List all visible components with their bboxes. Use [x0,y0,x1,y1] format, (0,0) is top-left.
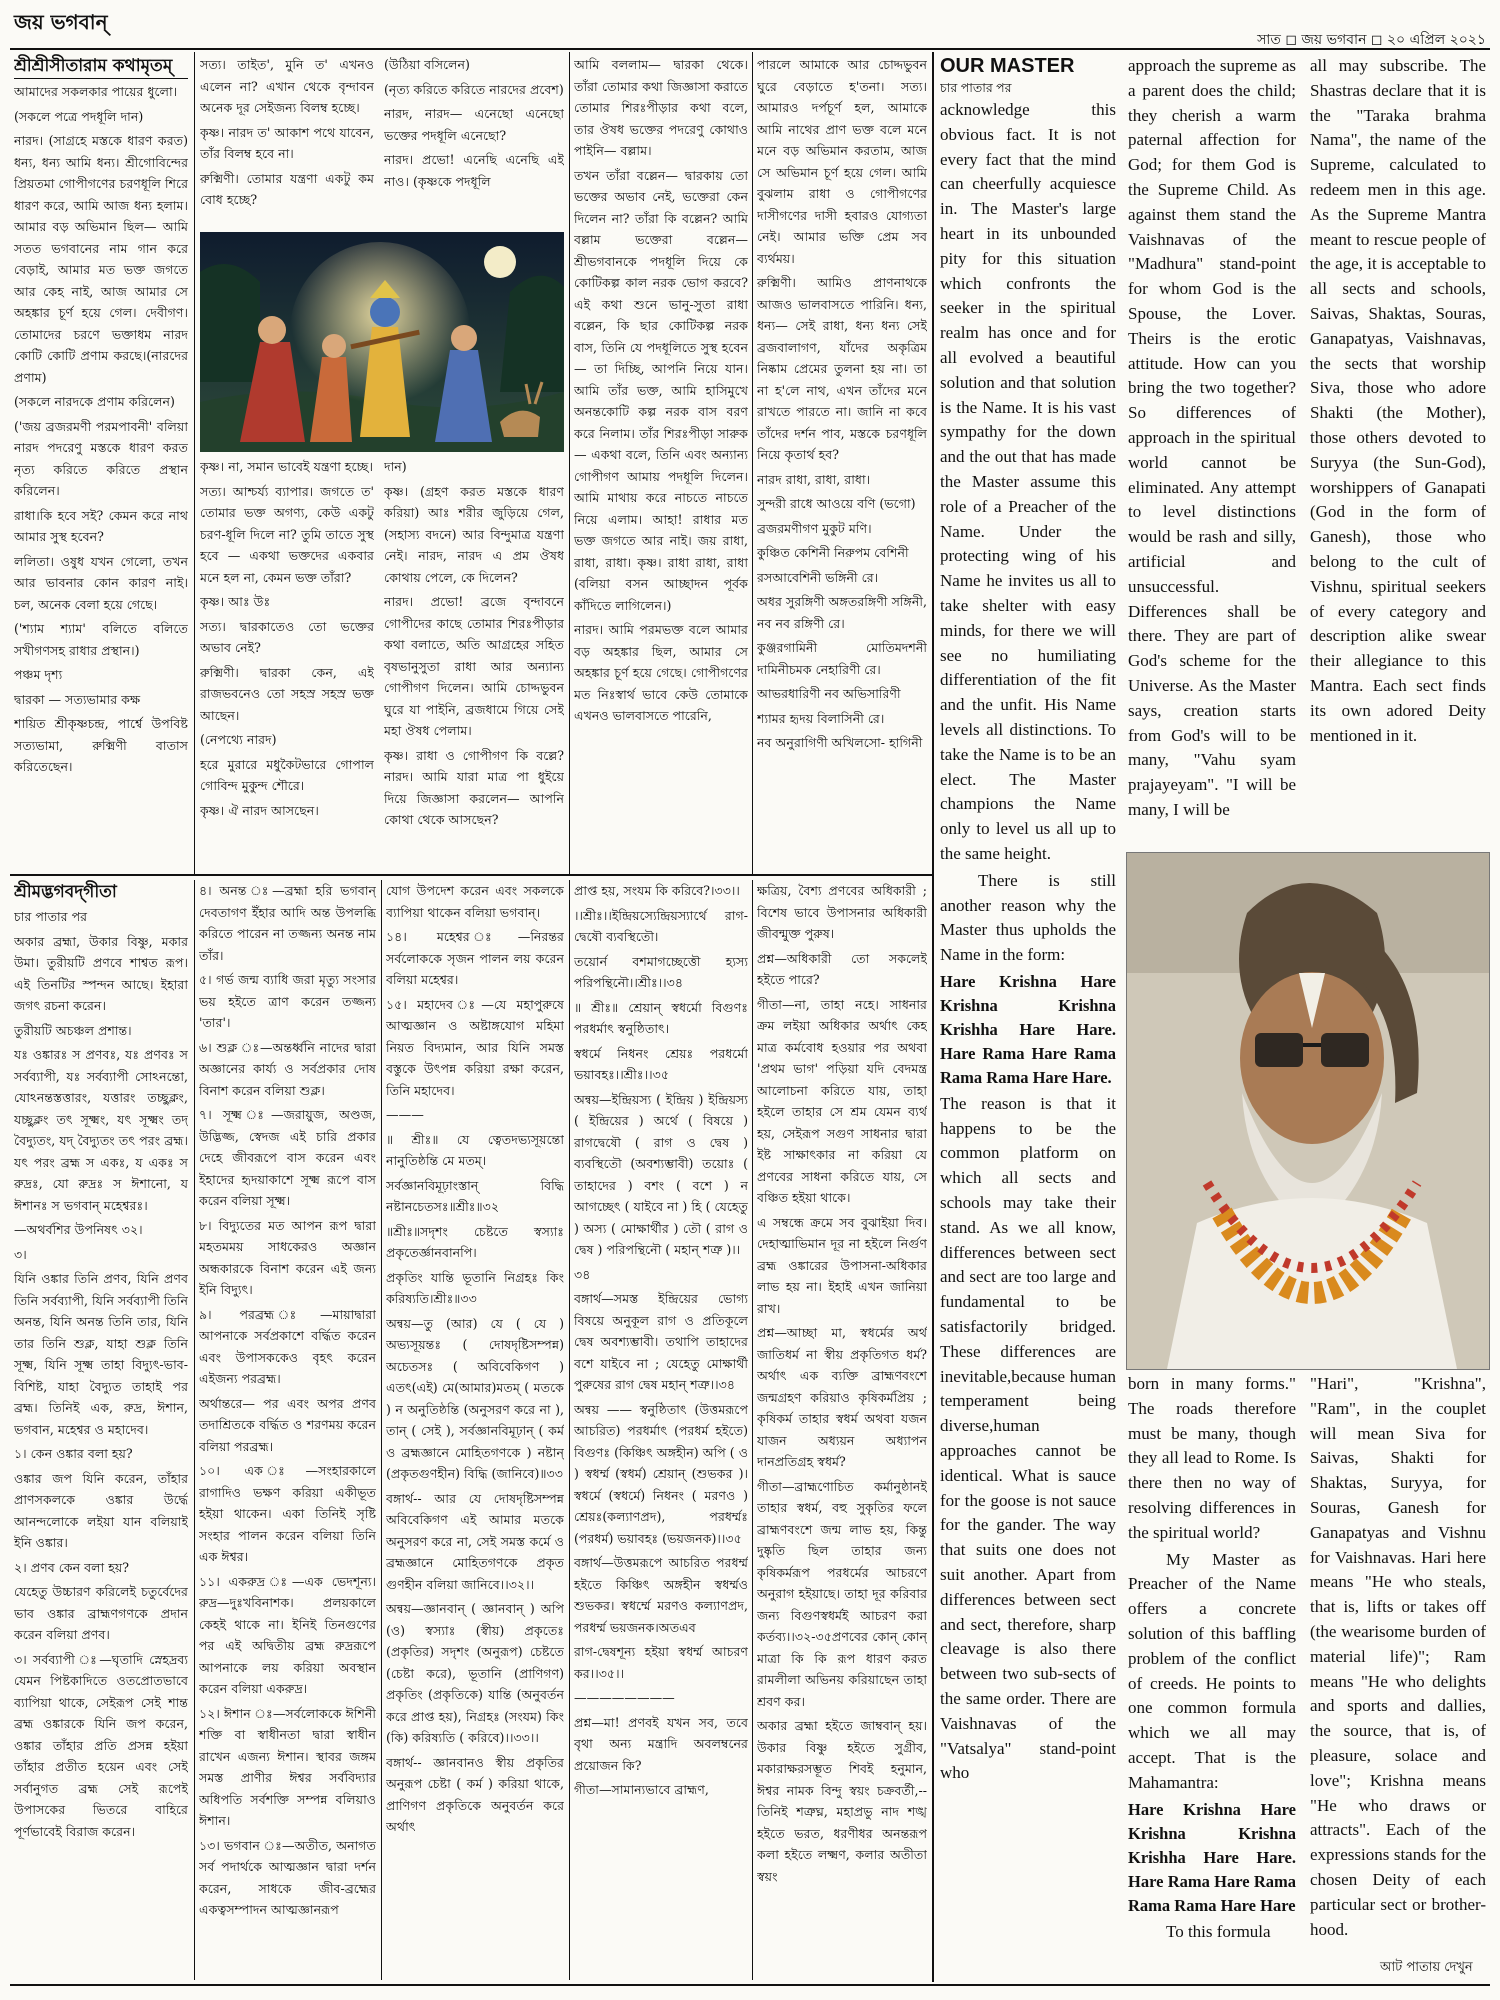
paragraph: There is still another reason why the Master thus upholds the Name in the form: [940,870,1116,965]
paragraph: পঞ্চম দৃশ্য [14,667,63,682]
paragraph: গীতা—ব্রাহ্মণোচিত কর্মানুষ্ঠানই তাহার স্বধর্ম, বহু সুকৃতির ফলে ব্রাহ্মণবংশে জন্ম লাভ হয়, কিন্তু দুষ্কৃতি ছিল তাহার জন্য কৃষিকর্মরূপ পরধর্মের আচরণে অনুরাগ হইয়াছে। তাহা দূর করিবার জন্য বিগুণস্বধর্মই আচরণ করা কর্তব্য।।৩২-৩৫প্রণবের কোন্ কোন্ মাত্রা কি কি রূপ ধারণ করত রামলীলা অভিনয় করিয়াছেন তাহা শ্রবণ কর। [757,1478,927,1709]
paragraph: ('জয় ব্রজরমণী পরমপাবনী' বলিয়া নারদ পদরেণু মস্তকে ধারণ করত নৃত্য করিতে করিতে প্রস্থান করিলেন। [14,418,188,498]
paragraph: শ্যামর হৃদয় বিলাসিনী রে। [757,710,885,726]
paragraph: যোগ উপদেশ করেন এবং সকলকে ব্যাপিয়া থাকেন বলিয়া ভগবান্। [386,883,564,920]
date-line: সাত ◻ জয় ভগবান ◻ ২০ এপ্রিল ২০২১ [1257,32,1486,48]
paragraph: প্রশ্ন—আচ্ছা মা, স্বধর্মের অর্থ জাতিধর্ম না স্বীয় প্রকৃতিগত ধর্ম? অর্থাৎ এক ব্যক্তি ব্রাহ্মণবংশে জন্মগ্রহণ করিয়াও কৃষিকর্মপ্রিয় ; কৃষিকর্ম তাহার স্বধর্ম অথবা যজন যাজন অধ্যয়ন অধ্যাপন দানপ্রতিগ্রহ স্বধর্ম? [757,1325,927,1469]
paragraph: কৃষ্ণ। (গ্রহণ করত মস্তকে ধারণ করিয়া) আঃ শরীর জুড়িয়ে গেল, (সহাস্য বদনে) আর বিন্দুমাত্র যন্ত্রণা নেই। নারদ, নারদ এ প্রম ঔষধ কোথায় পেলে, কে দিলেন? [384,483,564,585]
kathamrita-column-5 [757,54,927,870]
kathamrita-heading: শ্রীশ্রীসীতারাম কথামৃতম্ [14,54,188,79]
paragraph: অন্বয় —— স্বনুষ্ঠিতাৎ (উত্তমরূপে আচরিত) পরধর্মাৎ (পরধর্ম হইতে) বিগুণঃ (কিঞ্চিৎ অঙ্গহীন) অপি ( ও ) স্বধর্ম্ম (স্বধর্ম) শ্রেয়ান্ (শুভকর )। স্বধর্মে (স্বধর্মে) নিধনং ( মরণও ) শ্রেয়ঃ(কল্যাণপ্রদ), পরধর্ম্মঃ (পরধর্ম) ভয়াবহঃ (ভয়জনক)।।৩৫ [574,1401,748,1546]
paragraph: ৮। বিদ্যুতের মত আপন রূপ দ্বারা মহতমময় সাধকেরও অজ্ঞান অন্ধকারকে বিনাশ করেন এই জন্য ইনি বিদ্যুৎ। [199,1217,376,1297]
paragraph: সত্য। তাইত', মুনি ত' এখনও এলেন না? এখান থেকে বৃন্দাবন অনেক দূর সেইজন্য বিলম্ব হচ্ছে। [200,57,374,115]
column-divider [194,52,195,874]
master-column-2-top [1128,54,1296,842]
paragraph: ৩। সর্বব্যাপী ঃ—ঘৃতাদি স্নেহদ্রব্য যেমন পিষ্টকাদিতে ওতপ্রোতভাবে ব্যাপিয়া থাকে, সেইরূপ সেই শান্ত ব্রহ্ম ওঙ্কারকে যিনি জপ করেন, ওঙ্কার তাঁহার প্রতি প্রসন্ন হইয়া তাঁহার প্রতীত হয়েন এবং সেই সর্বানুগত ব্রহ্ম সেই রূপেই উপাসকের ভিতরে বাহিরে পূর্ণভাবেই বিরাজ করেন। [14,1651,188,1839]
paragraph: প্রশ্ন—অধিকারী তো সকলেই হইতে পারে? [757,950,927,987]
paragraph: অকার ব্রহ্মা হইতে জাম্ববান্ হয়। উকার বিষ্ণু হইতে সুগ্রীব, মকারাক্ষরসম্ভূত শিবই হনুমান, ঈশ্বর নামক বিন্দু স্বয়ং চক্রবর্তী,--তিনিই শত্রুঘ্ন, মহাপ্রভু নাদ শঙ্খ হইতে ভরত, ধরণীধর অনন্তরূপ কলা হইতে লক্ষ্মণ, কলার অতীতা স্বয়ং [757,1718,927,1884]
kathamrita-column-2-top [200,54,374,228]
paragraph: ॥ শ্রীঃ॥ শ্রেয়ান্ স্বধর্মো বিগুণঃ পরধর্মাৎ স্বনুষ্ঠিতাৎ। [574,999,748,1036]
section-divider [932,52,934,1982]
paragraph: ১১। একরুদ্র ঃ—এক ভেদশূন্য। রুদ্র—দুঃখবিনাশক। প্রলয়কালে কেহই থাকে না। ইনিই তিনগুণের পর এই অদ্বিতীয় ব্রহ্ম রুদ্ররূপে আপনাকে লয় করিয়া অবস্থান করেন বলিয়া একরুদ্র। [199,1573,376,1696]
paragraph: (উঠিয়া বসিলেন) [384,57,470,72]
mahamantra: Hare Krishna Hare Krishna Krishna Krishha Hare Hare. Hare Rama Hare Rama Rama Rama Hare Hare. [940,971,1116,1087]
paragraph: প্রকৃতিং যান্তি ভূতানি নিগ্রহঃ কিং করিষ্যতি।শ্রীঃ॥৩৩ [386,1269,564,1306]
paragraph: পারলে আমাকে আর চোদ্দভুবন ঘুরে বেড়াতে হ'তনা। সত্য। আমারও দর্পচূর্ণ হল, আমাকে আমি নাথের প্রাণ ভক্ত বলে মনে মনে বড় অভিমান করতাম, আজ সে অভিমান চূর্ণ হয়ে গেল। আমি বুঝলাম রাধা ও গোপীগণের দাসীগণের দাসী হবারও যোগ্যতা নেই। আমার ভক্তি প্রেম সব ব্যর্থময়। [757,57,927,266]
kathamrita-column-3-top [384,54,564,228]
paragraph: ॥শ্রীঃ॥সদৃশং চেষ্টতে স্বস্যাঃ প্রকৃতের্জ্ঞানবানপি। [386,1223,564,1260]
paragraph: গীতা—সামান্যভাবে ব্রাহ্মণ, [574,1782,709,1797]
paragraph: acknowledge this obvious fact. It is not every fact that the mind can cheerfully acquiesce in. The Master's large heart in its unbounded pity for this situation which confronts the seeker in the spiritual realm has once and for all evolved a beautiful solution and that solution is the Name. It is his vast sympathy for the down and the out that has made the Master assume this role of a Preacher of the Name. Under the protecting wing of his Name he invites us all to take shelter with easy minds, for there we will see no humiliating differentiation of the fit and the unfit. His Name levels all distinctions. To take the Name is to be an elect. The Master champions the Name only to level us all up to the same height. [940,100,1116,863]
paragraph: তখন তাঁরা বল্লেন— দ্বারকায় তো ভক্তের অভাব নেই, ভক্তেরা কেন দিলেন না? তাঁরা কি বল্লেন? আমি বল্লাম ভক্তেরা বল্লেন— শ্রীভগবানকে পদধূলি দিয়ে কে কোটিকল্প কাল নরক ভোগ করবে? এই কথা শুনে ভানু-সুতা রাধা বল্লেন, কি ছার কোটিকল্প নরক বাস, তিনি যে পদধূলিতে সুস্থ হবেন — তা দিচ্ছি, আপনি নিয়ে যান। আমি তাঁর ভক্ত, আমি হাসিমুখে অনন্তকোটি কল্প নরক বাস বরণ করে নিলাম। তাঁর শিরঃপীড়া সারুক — একথা বলে, তিনি এবং অন্যান্য গোপীগণ আমায় পদধূলি দিলেন। আমি মাথায় করে নাচতে নাচতে নিয়ে এলাম। আহা! রাধার মত ভক্ত জগতে আর নাই। জয় রাধা, রাধা, রাধা। কৃষ্ণ। রাধা রাধা, রাধা (বলিয়া বসন আচ্ছাদন পূর্বক কাঁদিতে লাগিলেন।) [574,167,748,613]
column-divider [752,880,753,1980]
paragraph: কৃষ্ণ। ঐ নারদ আসছেন। [200,802,319,818]
kathamrita-column-2-bottom [200,456,374,870]
paragraph: ললিতা। ওষুধ যখন গেলো, তখন আর ভাবনার কোন কারণ নাই। চল, অনেক বেলা হয়ে গেছে। [14,553,188,612]
paragraph: ৯। পরব্রহ্ম ঃ—মায়াদ্বারা আপনাকে সর্বপ্রকাশে বর্দ্ধিত করেন এবং উপাসককেও বৃহৎ করেন এইজন্য পরব্রহ্ম। [199,1306,376,1386]
paragraph: ৫। গর্ভ জন্ম ব্যাধি জরা মৃত্যু সংসার ভয় হইতে ত্রাণ করেন তজ্জন্য 'তার'। [199,972,376,1030]
paragraph: রাগ-দ্বেষশূন্য হইয়া স্বধর্ম্ম আচরণ কর।।৩৫।। [574,1644,748,1681]
paragraph: যঃ ওঙ্কারঃ স প্রণবঃ, যঃ প্রণবঃ স সর্বব্যাপী, যঃ সর্বব্যাপী সোঽনন্তো, যোঽনন্তস্তত্তারং, যত্তারং তচ্ছুক্লং, যচ্ছুক্লং তৎ সূক্ষ্মং, যৎ সূক্ষ্মং তদ্ বৈদ্যুতং, যদ্ বৈদ্যুতং তৎ পরং ব্রহ্ম। যৎ পরং ব্রহ্ম স একঃ, য একঃ স রুদ্রঃ, যো রুদ্রঃ স ঈশানো, য ঈশানঃ স ভগবান্ মহেশ্বরঃ। [14,1047,188,1213]
paragraph: কুঞ্জরগামিনী মোতিমদশনী দামিনীচমক নেহারিণী রে। [757,640,927,677]
paragraph: ওঙ্কার জপ যিনি করেন, তাঁহার প্রাণসকলকে ওঙ্কার উর্দ্ধে আনন্দলোকে লইয়া যান বলিয়াই ইনি ওঙ্কার। [14,1470,188,1550]
section-rule [10,874,932,876]
master-column-2-bottom [1128,1372,1296,1980]
paragraph: অন্বয়—তু (আর) যে ( যে ) অভ্যসূয়ন্তঃ ( দোষদৃষ্টিসম্পন্ন) অচেতসঃ ( অবিবেকিগণ ) এতৎ(এই) মে(আমার)মতম্ ( মতকে ) ন অনুতিষ্ঠন্তি (অনুসরণ করে না ), তান্ ( সেই ), সর্বজ্ঞানবিমূঢ়ান্ ( কর্ম ও ব্রহ্মজ্ঞানে মোহিতগণকে ) নষ্টান্ (প্রকৃতগুণহীন) বিদ্ধি (জানিবে)॥৩৩ [386,1315,564,1481]
paragraph: (নেপথ্যে নারদ) [200,732,277,747]
portrait-drawing [1127,853,1489,1369]
kathamrita-column-4 [574,54,748,870]
paragraph: সর্বজ্ঞানবিমূঢ়াংস্তান্ বিদ্ধি নষ্টানচেতসঃ॥শ্রীঃ॥৩২ [386,1177,564,1214]
paragraph: all may subscribe. The Shastras declare that it is the "Taraka brahma Nama", the name of the Supreme, calculated to redeem men in this age. As the Supreme Mantra meant to rescue people of the age, it is acceptable to all sects and schools, Saivas, Shaktas, Souras, Ganapatyas, Vaishnavas, the sects that worship Siva, those who adore Shakti (the Mother), those others devoted to Suryya (the Sun-God), worshippers of Ganapati (God in the form of Ganesh), those who belong to the cult of Vishnu, spiritual seekers of every category and description alike swear their allegiance to this Mantra. Each sect finds its own adored Deity mentioned in it. [1310,56,1486,745]
paragraph: ৭। সূক্ষ্ম ঃ—জরায়ুজ, অণ্ডজ, উদ্ভিজ্জ, স্বেদজ এই চারি প্রকার দেহে জীবরূপে বাস করেন এবং ইহাদের হৃদয়াকাশে সূক্ষ্ম রূপে বাস করেন বলিয়া সূক্ষ্ম। [199,1107,376,1208]
krishna-gopis-illustration [200,232,564,452]
moon-icon [484,246,516,278]
column-divider [569,880,570,1980]
paragraph: ব্রজরমণীগণ মুকুট মণি। [757,520,872,536]
mahamantra: Hare Krishna Hare Krishna Krishna Krishha Hare Hare. Hare Rama Hare Rama Rama Rama Hare Hare [1128,1799,1296,1915]
paragraph: নারদ রাধা, রাধা, রাধা। [757,471,871,487]
gita-column-3 [386,880,564,1980]
paragraph: হরে মুরারে মধুকৈটভারে গোপাল গোবিন্দ মুকুন্দ শৌরে। [200,756,374,793]
paragraph: অকার ব্রহ্মা, উকার বিষ্ণু, মকার উমা। তুরীয়টি প্রণবে শাশ্বত রূপ। এই তিনটির স্পন্দন আছে। ইহারা জগৎ রচনা করেন। [14,933,188,1013]
column-divider [194,880,195,1980]
gita-heading: শ্রীমদ্ভগবদ্‌গীতা [14,882,117,902]
paragraph: The reason is that it happens to be the common platform on which all sects and schools may take their stand. As we all know, differences between sect and sect are too large and fundamental to be satisfactorily bridged. These differences are inevitable,because human temperament being diverse,human approaches cannot be identical. What is sauce for the goose is not sauce for the gander. The way that suits one does not suit another. Apart from differences between sect and sect, therefore, sharp cleavage is also there between two sub-sects of the same order. There are Vaishnavas of the "Vatsalya" stand-point who [940,1093,1116,1783]
paragraph: To this formula [1166,1921,1271,1941]
paragraph: রুক্মিণী। দ্বারকা কেন, এই রাজভবনেও তো সহস্র সহস্র ভক্ত আছেন। [200,664,374,723]
paragraph: —অথর্বশির উপনিষৎ ৩২। [14,1222,143,1237]
paragraph: কৃষ্ণ। আঃ উঃ [200,594,271,609]
gita-column-1 [14,880,188,1980]
master-portrait [1126,852,1490,1370]
paragraph: আভরধারিণী নব অভিসারিণী [757,686,901,701]
paragraph: বঙ্গার্থ-- জ্ঞানবানও স্বীয় প্রকৃতির অনুরূপ চেষ্টা ( কর্ম ) করিয়া থাকে, প্রাণিগণ প্রকৃতিকে অনুবর্তন করে অর্থাৎ [386,1754,564,1834]
paragraph: ১৫। মহাদেব ঃ—যে মহাপুরুষে আত্মজ্ঞান ও অষ্টাঙ্গযোগ মহিমা নিয়ত বিদ্যমান, আর যিনি সমস্ত বস্তুকে উৎপন্ন করিয়া রক্ষা করেন, তিনি মহাদেব। [386,996,564,1098]
paragraph: বঙ্গার্থ-- আর যে দোষদৃষ্টিসম্পন্ন অবিবেকিগণ এই আমার মতকে অনুসরণ করে না, সেই সমস্ত কর্মে ও ব্রহ্মজ্ঞানে মোহিতগণকে প্রকৃত গুণহীন বলিয়া জানিবে।।৩২।। [386,1490,564,1592]
paragraph: কৃষ্ণ। রাধা ও গোপীগণ কি বল্লে? নারদ। আমি যারা মাত্র পা ধুইয়ে দিয়ে জিজ্ঞাসা করলেন— আপনি কোথা থেকে আসছেন? [384,747,564,827]
paragraph: অন্বয়—ইন্দ্রিয়স্য ( ইন্দ্রিয় ) ইন্দ্রিয়স্য ( ইন্দ্রিয়ের ) অর্থে ( বিষয়ে ) রাগদ্বেষৌ ( রাগ ও দ্বেষ ) ব্যবস্থিতৌ (অবশ্যম্ভাবী) তয়োঃ ( তাহাদের ) বশং ( বশে ) ন আগচ্ছেৎ ( যাইবে না ) হি ( যেহেতু ) অস্য ( মোক্ষার্থীর ) তৌ ( রাগ ও দ্বেষ ) পরিপন্থিনৌ ( মহান্ শত্রু )।। [574,1091,748,1257]
paragraph: যিনি ওঙ্কার তিনি প্রণব, যিনি প্রণব তিনি সর্বব্যাপী, যিনি সর্বব্যাপী তিনি অনন্ত, যিনি অনন্ত তিনি তার, যিনি তার তিনি শুক্ল, যাহা শুক্ল তিনি সূক্ষ্ম, যিনি সূক্ষ্ম তাহা বিদ্যুৎ-ভাব-বিশিষ্ট, যাহা বৈদ্যুত তাহাই পর ব্রহ্ম। তিনিই এক, রুদ্র, ঈশান, ভগবান, মহেশ্বর ও মহাদেব। [14,1271,188,1437]
continued-from: চার পাতার পর [940,81,1012,95]
paragraph: (সকলে পত্রে পদধূলি দান) [14,108,144,124]
paragraph: বঙ্গার্থ—সমস্ত ইন্দ্রিয়ের ভোগ্য বিষয়ে অনুকূল রাগ ও প্রতিকূলে দ্বেষ অবশ্যম্ভাবী। তথাপি তাহাদের বশে যাইবে না ; যেহেতু মোক্ষার্থী পুরুষের রাগ দ্বেষ মহান্ শত্রু।।৩৪ [574,1291,748,1392]
paragraph: (নৃত্য করিতে করিতে নারদের প্রবেশ) [384,81,564,97]
gita-column-4 [574,880,748,1980]
column-divider [752,52,753,874]
paragraph: ।।শ্রীঃ।।ইন্দ্রিয়স্যেন্দ্রিয়স্যার্থে রাগ-দ্বেষৌ ব্যবস্থিতৌ। [574,907,748,944]
paragraph: ক্ষত্রিয়, বৈশ্য প্রণবের অধিকারী ; বিশেষ ভাবে উপাসনার অধিকারী জীবন্মুক্ত পুরুষ। [757,883,927,941]
paragraph: অন্বয়—জ্ঞানবান্ ( জ্ঞানবান্ ) অপি (ও) স্বস্যাঃ (স্বীয়) প্রকৃতেঃ (প্রকৃতির) সদৃশং (অনুরূপ) চেষ্টতে (চেষ্টা করে), ভূতানি (প্রাণিগণ) প্রকৃতিং (প্রকৃতিকে) যান্তি (অনুবর্তন করে প্রাপ্ত হয়), নিগ্রহঃ (সংযম) কিং (কি) করিষ্যতি ( করিবে)।।৩৩।। [386,1601,564,1745]
paragraph: ১। কেন ওঙ্কার বলা হয়? [14,1446,133,1461]
paragraph: দ্বারকা — সত্যভামার কক্ষ [14,691,141,707]
master-heading: OUR MASTER [940,55,1075,77]
paragraph: ২। প্রণব কেন বলা হয়? [14,1559,129,1575]
paragraph: প্রশ্ন—মা! প্রণবই যখন সব, তবে বৃথা অন্য মন্ত্রাদি অবলম্বনের প্রয়োজন কি? [574,1714,748,1773]
paragraph: ১২। ঈশান ঃ—সর্বলোককে ঈশিনী শক্তি বা স্বাধীনতা দ্বারা স্বাধীন রাখেন এজন্য ঈশান। স্থাবর জঙ্গম সমস্ত প্রাণীর ঈশ্বর সর্ববিদ্যার অধিপতি সর্বশক্তি সম্পন্ন বলিয়াও ঈশান। [199,1705,376,1828]
master-column-3-bottom [1310,1372,1486,1952]
kathamrita-column-3-bottom [384,456,564,870]
paragraph: ৩৪ [574,1266,591,1282]
paragraph: ———————— [574,1690,675,1705]
paragraph: রসআবেশিনী ভঙ্গিনী রে। [757,569,879,585]
masthead-title: জয় ভগবান্ [14,10,108,34]
paragraph: ('শ্যাম শ্যাম' বলিতে বলিতে সখীগণসহ রাধার প্রস্থান।) [14,621,188,658]
continued-from: চার পাতার পর [14,909,88,924]
paragraph: সত্য। আশ্চর্য্য ব্যাপার। জগতে ত' তোমার ভক্ত অগণ্য, কেউ একটু চরণ-ধূলি দিলে না? তুমি তাতে সুস্থ হবে — একথা ভক্তদের একবার মনে হল না, কেমন ভক্ত তাঁরা? [200,483,374,585]
kathamrita-column-1 [14,54,188,870]
bottom-rule [10,1984,1490,1986]
paragraph: এ সম্বন্ধে ক্রমে সব বুঝাইয়া দিব। দেহাত্মাভিমান দূর না হইলে নির্গুণ ব্রহ্ম ওঙ্কারের উপাসনা-অধিকার লাভ হয় না। ইহাই এখন জানিয়া রাখ। [757,1214,927,1316]
illustration-drawing [200,232,564,452]
masthead-rule [10,48,1490,50]
paragraph: তয়োর্ন বশমাগচ্ছেত্তৌ হ্যস্য পরিপন্থিনৌ।।শ্রীঃ।।৩৪ [574,953,748,990]
column-divider [569,52,570,874]
paragraph: approach the supreme as a parent does the child; they cherish a warm paternal affection for God; for them God is the Supreme Child. As against them stand the Vaishnavas of the "Madhura" stand-point for whom God is the Spouse, the Lover. Theirs is the erotic attitude. How can you bring the two together? So differences of approach in the spiritual world cannot be eliminated. Any attempt to level distinctions would be rash and silly, artificial and unsuccessful. Differences shall be there. They are part of God's scheme for the Universe. As the Master says, creation starts from God's will to be many, "Vahu syam prajayeyam". "I will be many, I will be [1128,56,1296,819]
paragraph: নারদ। (সাগ্রহে মস্তকে ধারণ করত) ধন্য, ধন্য আমি ধন্য। শ্রীগোবিন্দের প্রিয়তমা গোপীগণের চরণধূলি শিরে ধারণ করে, আমি আজ ধন্য হলাম। আমার বড় অভিমান ছিল— আমি সতত ভগবানের নাম গান করে বেড়াই, আমার মত ভক্ত জগতে আর কেহ নাই, আজ আমার সে অহঙ্কার চূর্ণ হয়ে গেল। দেবীগণ। তোমাদের চরণে ভক্তাধম নারদ কোটি কোটি প্রণাম করছে।(নারদের প্রণাম) [14,133,188,385]
paragraph: অর্থান্তরে— পর এবং অপর প্রণব তদাশ্রিতকে বর্দ্ধিত ও শরণময় করেন বলিয়া পরব্রহ্ম। [199,1395,376,1454]
paragraph: সত্য। দ্বারকাতেও তো ভক্তের অভাব নেই? [200,618,374,655]
paragraph: রুক্মিণী। আমিও প্রাণনাথকে আজও ভালবাসতে পারিনি। ধন্য, ধন্য— সেই রাধা, ধন্য ধন্য সেই ব্রজবালাগণ, যাঁদের অকৃত্রিম নিষ্কাম প্রেমের তুলনা হয় না। তা না হ'লে নাথ, এখন তাঁদের মনে রাখতে পারতে না। জানি না কবে তাঁদের দর্শন পাব, মস্তকে চরণধূলি নিয়ে কৃতার্থ হব? [757,275,927,462]
paragraph: ॥ শ্রীঃ॥ যে ত্বেতদভ্যসূয়ন্তো নানুতিষ্ঠন্তি মে মতম্। [386,1131,564,1168]
paragraph: "Hari", "Krishna", "Ram", in the couplet will mean Siva for Saivas, Shakti for Shaktas, Suryya, for Souras, Ganesh for Ganapatyas and Vishnu for Vaishnavas. Hari here means "He who steals, that is, lifts or takes off (the wearisome burden of material life)"; Ram means "He who delights and sports and dallies, the source, that is, of pleasure, solace and love"; Krishna means "He who draws or attracts". Each of the expressions stands for the chosen Deity of each particular sect or brother-hood. [1310,1374,1486,1939]
paragraph: যেহেতু উচ্চারণ করিলেই চতুর্বেদের ভাব ওঙ্কার ব্রাহ্মণগণকে প্রদান করেন বলিয়া প্রণব। [14,1584,188,1642]
paragraph: কৃষ্ণ। নারদ ত' আকাশ পথে যাবেন, তাঁর বিলম্ব হবে না। [200,124,374,161]
continued-on-page: আট পাতায় দেখুন [1380,1960,1473,1975]
paragraph: কৃষ্ণ। না, সমান ভাবেই যন্ত্রণা হচ্ছে। [200,459,373,474]
paragraph: দান) [384,459,407,474]
master-column-3-top [1310,54,1486,842]
gita-column-5 [757,880,927,1980]
paragraph: গীতা—না, তাহা নহে। সাধনার ক্রম লইয়া অধিকার অর্থাৎ কেহ মাত্র কর্মবোধ হওয়ার পর অথবা 'প্রথম ভাগ' পড়িয়া যদি বেদমন্ত্র আলোচনা করিতে যায়, তাহা হইলে তাহার সে শ্রম যেমন ব্যর্থ হয়, সেইরূপ সগুণ সাধনার দ্বারা ইষ্ট সাক্ষাৎকার না করিয়া যে প্রণবের সাধনা করিতে যায়, সে বঞ্চিত হইয়া থাকে। [757,996,927,1205]
paragraph: অধর সুরঙ্গিণী অঙ্গতরঙ্গিণী সঙ্গিনী, নব নব রঙ্গিণী রে। [757,594,927,631]
paragraph: নারদ, নারদ— এনেছো এনেছো ভক্তের পদধূলি এনেছো? [384,106,564,143]
paragraph: ১৪। মহেশ্বর ঃ—নিরন্তর সর্বলোককে সৃজন পালন লয় করেন বলিয়া মহেশ্বর। [386,929,564,987]
paragraph: প্রাপ্ত হয়, সংযম কি করিবে?।৩৩।। [574,883,740,898]
paragraph: (সকলে নারদকে প্রণাম করিলেন) [14,394,175,409]
paragraph: স্বধর্মে নিধনং শ্রেয়ঃ পরধর্মো ভয়াবহঃ।।শ্রীঃ।।৩৫ [574,1045,748,1082]
paragraph: রাধা।কি হবে সই? কেমন করে নাথ আমার সুস্থ হবেন? [14,507,188,544]
paragraph: আমাদের সকলকার পায়ের ধুলো। [14,84,178,99]
paragraph: আমি বললাম— দ্বারকা থেকে। তাঁরা তোমার কথা জিজ্ঞাসা করাতে তোমার শিরঃপীড়ার কথা বলে, তার ঔষধ ভক্তের পদরেণু কোথাও পাইনি— বল্লাম। [574,57,748,158]
paragraph: ১০। এক ঃ—সংহারকালে রাগাদিও ভক্ষণ করিয়া একীভূত হইয়া থাকেন। একা তিনিই সৃষ্টি সংহার পালন করেন বলিয়া তিনি এক ঈশ্বর। [199,1463,376,1564]
paragraph: My Master as Preacher of the Name offers a concrete solution of this baffling problem of the conflict of creeds. He points to one common formula which we all may accept. That is the Mahamantra: [1128,1549,1296,1792]
column-divider [381,880,382,1980]
paragraph: born in many forms." The roads therefore must be many, though they all lead to Rome. Is there then no way of resolving differences in the spiritual world? [1128,1374,1296,1542]
paragraph: ৬। শুক্ল ঃ—অন্তর্ধ্বনি নাদের দ্বারা অজ্ঞানের কার্য্য ও সর্বপ্রকার দোষ বিনাশ করেন বলিয়া শুক্ল। [199,1039,376,1098]
paragraph: নারদ। প্রভো! এনেছি এনেছি এই নাও। (কৃষ্ণকে পদধূলি [384,152,564,189]
paragraph: সুন্দরী রাধে আওয়ে বণি (ভগো) [757,496,916,511]
paragraph: রুক্মিণী। তোমার যন্ত্রণা একটু কম বোধ হচ্ছে? [200,170,374,207]
paragraph: কুঞ্চিত কেশিনী নিরুপম বেশিনী [757,545,909,560]
paragraph: ১৩। ভগবান ঃ—অতীত, অনাগত সর্ব পদার্থকে আত্মজ্ঞান দ্বারা দর্শন করেন, সাধকে জীব-ব্রহ্মের একত্বসম্পাদন আত্মজ্ঞানরূপ [199,1837,376,1917]
paragraph: নারদ। প্রভো! ব্রজে বৃন্দাবনে গোপীদের কাছে তোমার শিরঃপীড়ার কথা বলাতে, অতি আগ্রহের সহিত বৃষভানুসুতা রাধা আর অন্যান্য গোপীগণ দিলেন। আমি চোদ্দভুবন ঘুরে যা পাইনি, ব্রজধামে গিয়ে সেই মহা ঔষধ পেলাম। [384,594,564,738]
gita-column-2 [199,880,376,1980]
paragraph: নব অনুরাগিণী অখিলসো- হাগিনী [757,735,923,750]
paragraph: ৩। [14,1246,27,1262]
paragraph: ৪। অনন্ত ঃ—ব্রহ্মা হরি ভগবান্ দেবতাগণ ইঁহার আদি অন্ত উপলব্ধি করিতে পারেন না তজ্জন্য অনন্ত নাম তাঁর। [199,883,376,963]
paragraph: তুরীয়টি অচঞ্চল প্রশান্ত। [14,1022,132,1038]
paragraph: শায়িত শ্রীকৃষ্ণচন্দ্র, পার্শ্বে উপবিষ্ট সত্যভামা, রুক্মিণী বাতাস করিতেছেন। [14,716,188,774]
paragraph: ——— [386,1107,424,1122]
master-column-1 [940,54,1116,1980]
paragraph: নারদ। আমি পরমভক্ত বলে আমার বড় অহঙ্কার ছিল, আমার সে অহঙ্কার চূর্ণ হয়ে গেছে। গোপীগণের মত নিঃস্বার্থ ভাবে কেউ তোমাকে এখনও ভালবাসতে পারেনি, [574,622,748,723]
paragraph: বঙ্গার্থ—উত্তমরূপে আচরিত পরধর্ম্ম হইতে কিঞ্চিৎ অঙ্গহীন স্বধর্ম্মও শুভকর। স্বধর্ম্মে মরণও কল্যাণপ্রদ, পরধর্ম্ম ভয়জনক।অতএব [574,1555,748,1635]
